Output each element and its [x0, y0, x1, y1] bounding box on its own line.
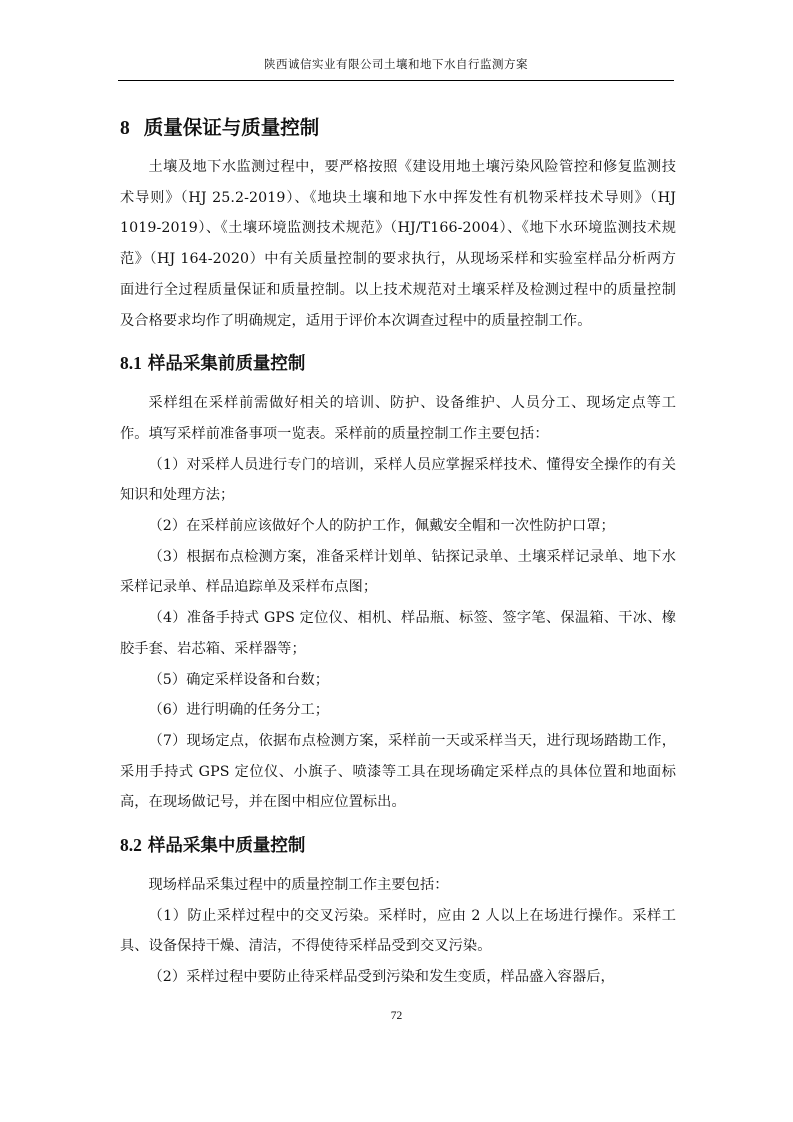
- subsection-title: 样品采集前质量控制: [147, 354, 306, 375]
- section-heading: [120, 112, 676, 144]
- subsection-title: 样品采集中质量控制: [147, 836, 306, 857]
- running-header: 陕西诚信实业有限公司土壤和地下水自行监测方案: [264, 57, 528, 71]
- page-number: 72: [390, 1010, 403, 1022]
- subsection-number: 8.2: [120, 835, 142, 856]
- list-item: （2）在采样前应该做好个人的防护工作，佩戴安全帽和一次性防护口罩；: [148, 518, 615, 535]
- subsection-intro: 现场样品采集过程中的质量控制工作主要包括：: [148, 877, 449, 894]
- subsection-intro: 采样组在采样前需做好相关的培训、防护、设备维护、人员分工、现场定点等工作。填写采样前准备事项一览表。采样前的质量控制工作主要包括：: [120, 395, 676, 442]
- subsection-number: 8.1: [120, 353, 142, 374]
- list-item: （6）进行明确的任务分工；: [148, 702, 330, 719]
- list-item: （2）采样过程中要防止待采样品受到污染和发生变质，样品盛入容器后，: [148, 969, 615, 986]
- subsection-heading-8-2: [120, 828, 676, 862]
- list-item: （7）现场定点，依据布点检测方案，采样前一天或采样当天，进行现场踏勘工作，采用手持式 GPS 定位仪、小旗子、喷漆等工具在现场确定采样点的具体位置和地面标高，在现场做记号，并在图中相应位置标出。: [120, 732, 676, 811]
- section-number: 8: [120, 118, 130, 139]
- list-item: （1）对采样人员进行专门的培训，采样人员应掌握采样技术、懂得安全操作的有关知识和处理方法；: [120, 456, 676, 504]
- header-divider: [118, 80, 674, 81]
- section-paragraph: 土壤及地下水监测过程中，要严格按照《建设用地土壤污染风险管控和修复监测技术导则》（HJ 25.2-2019）、《地块土壤和地下水中挥发性有机物采样技术导则》（HJ 1019-2019）、《土壤环境监测技术规范》（HJ/T166-2004）、《地下水环境监测技术规范》（HJ 164-2020）中有关质量控制的要求执行，从现场采样和实验室样品分析两方面进行全过程质量保证和质量控制。以上技术规范对土壤采样及检测过程中的质量控制及合格要求均作了明确规定，适用于评价本次调查过程中的质量控制工作。: [120, 159, 676, 329]
- section-title: 质量保证与质量控制: [143, 116, 320, 139]
- list-item: （1）防止采样过程中的交叉污染。采样时，应由 2 人以上在场进行操作。采样工具、设备保持干燥、清洁，不得使待采样品受到交叉污染。: [120, 907, 676, 955]
- list-item: （3）根据布点检测方案，准备采样计划单、钻探记录单、土壤采样记录单、地下水采样记录单、样品追踪单及采样布点图；: [120, 548, 676, 596]
- document-body: [120, 112, 676, 993]
- list-item: （5）确定采样设备和台数；: [148, 671, 330, 688]
- list-item: （4）准备手持式 GPS 定位仪、相机、样品瓶、标签、签字笔、保温箱、干冰、橡胶手套、岩芯箱、采样器等；: [120, 610, 676, 657]
- subsection-heading-8-1: [120, 346, 676, 380]
